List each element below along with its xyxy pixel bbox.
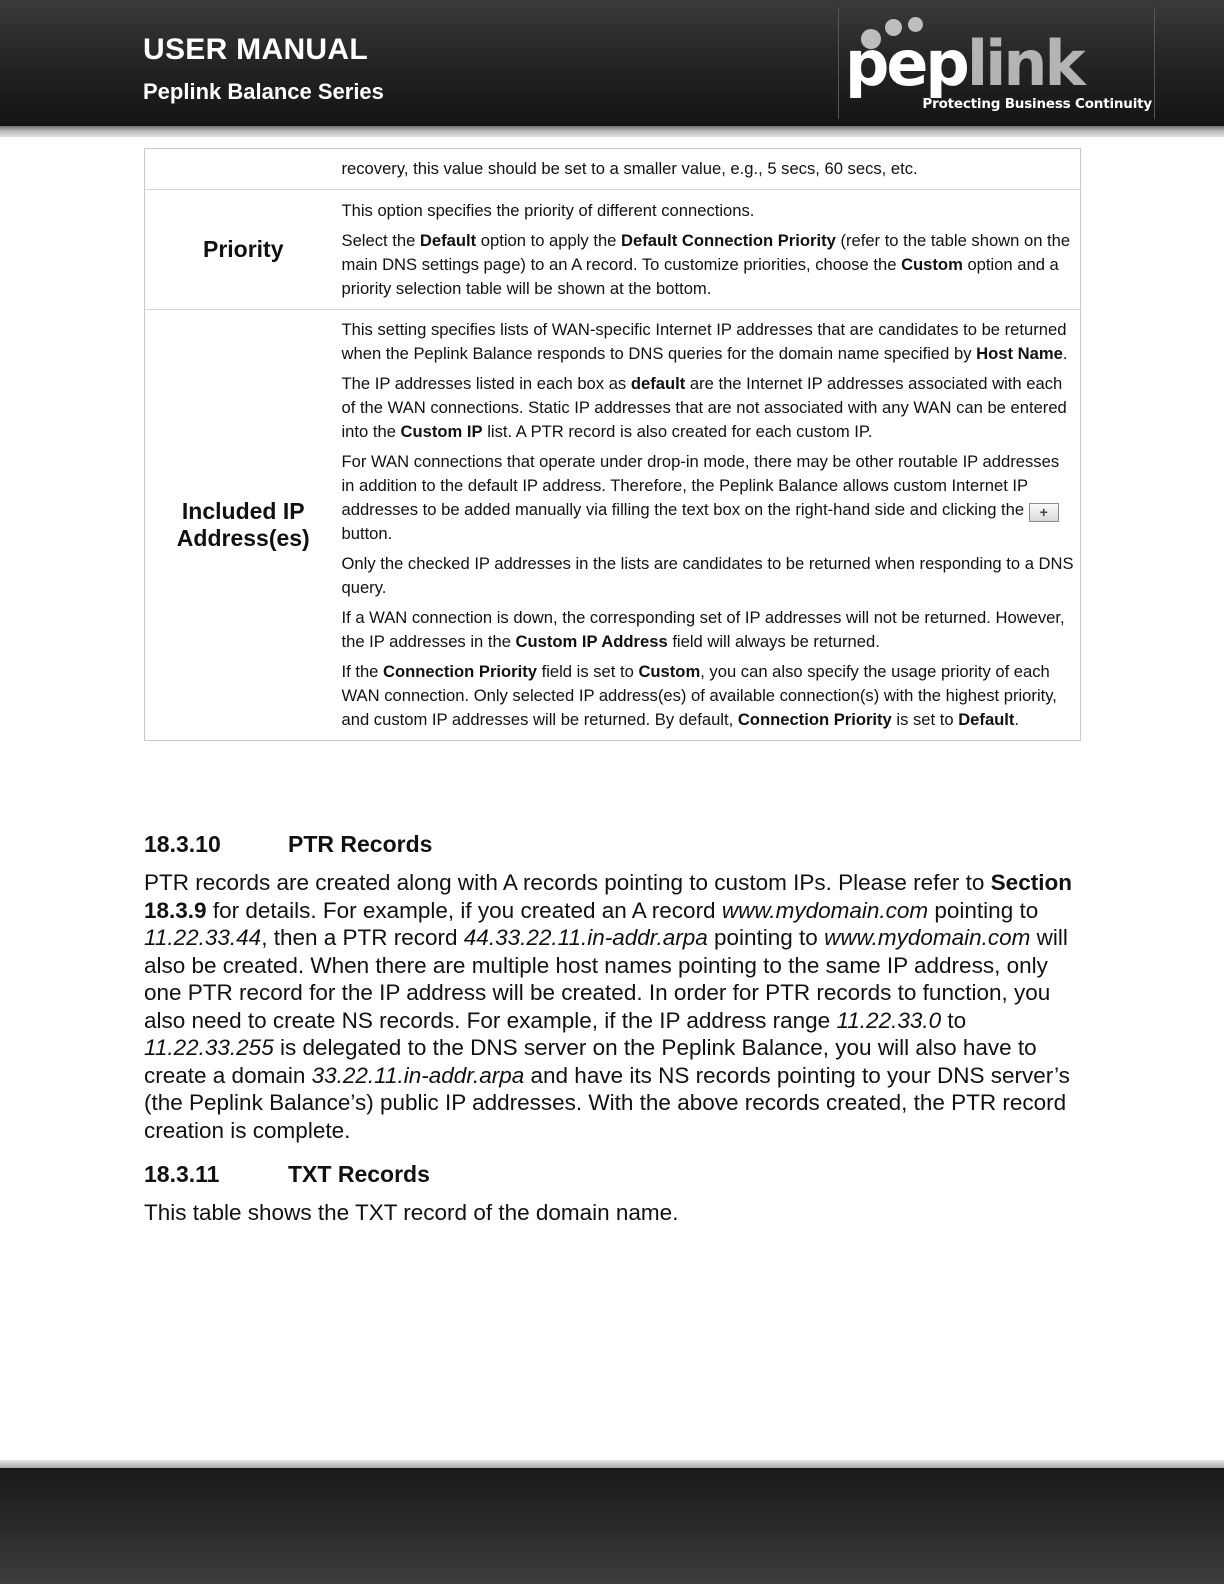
included-ip-text-2: The IP addresses listed in each box as default are the Internet IP addresses associated with each of the WAN connections. Static IP addresses that are not associated with any WAN can be entered into the Custom IP list. A PTR record is also created for each custom IP. [341,374,1067,441]
section-title: TXT Records [288,1161,430,1187]
header-divider [0,126,1224,137]
row-description [342,190,1081,310]
included-ip-text-4: Only the checked IP addresses in the lists are candidates to be returned when responding to a DNS query. [341,554,1074,597]
logo-wordmark [845,27,1083,100]
logo-word-link: link [966,27,1083,100]
section-heading-ptr [144,831,432,858]
table-row [145,149,1081,190]
priority-text-1: This option specifies the priority of different connections. [341,200,755,220]
section-number: 18.3.11 [144,1161,220,1187]
included-ip-text-6: If the Connection Priority field is set to Custom, you can also specify the usage priority of each WAN connection. Only selected IP address(es) of available connection(s) with the highest priority, and custom IP addresses will be returned. By default, Connection Priority is set to Default. [341,662,1057,729]
ptr-body-text: PTR records are created along with A records pointing to custom IPs. Please refer to Section 18.3.9 for details. For example, if you created an A record www.mydomain.com pointing to 11.22.33.44, then a PTR record 44.33.22.11.in-addr.arpa pointing to www.mydomain.com will also be created. When there are multiple host names pointing to the same IP address, only one PTR record for the IP address will be created. In order for PTR records to function, you also need to create NS records. For example, if the IP address range 11.22.33.0 to 11.22.33.255 is delegated to the DNS server on the Peplink Balance, you will also have to create a domain 33.22.11.in-addr.arpa and have its NS records pointing to your DNS server’s (the Peplink Balance’s) public IP addresses. With the above records created, the PTR record creation is complete. [144,870,1072,1143]
page-header [0,0,1224,126]
manual-subtitle: Peplink Balance Series [143,79,384,104]
table-row [145,310,1081,741]
peplink-logo [838,7,1155,119]
row-description [342,310,1081,741]
section-number: 18.3.10 [144,831,221,857]
footer-divider [0,1460,1224,1468]
page-footer [0,1468,1224,1584]
settings-table [144,148,1081,741]
logo-word-pep: pep [845,27,967,100]
row-label [145,149,342,190]
txt-body-text: This table shows the TXT record of the domain name. [144,1200,679,1225]
row-text: recovery, this value should be set to a smaller value, e.g., 5 secs, 60 secs, etc. [341,159,918,178]
table-row [145,190,1081,310]
row-description [342,149,1081,190]
included-ip-text-5: If a WAN connection is down, the corresponding set of IP addresses will not be returned. However, the IP addresses in the Custom IP Address field will always be returned. [341,608,1065,651]
section-title: PTR Records [288,831,433,857]
plus-button-icon: + [1029,503,1059,522]
included-ip-text-3: For WAN connections that operate under drop-in mode, there may be other routable IP addresses in addition to the default IP address. Therefore, the Peplink Balance allows custom Internet IP addresses to be added manually via filling the text box on the right-hand side and clicking the + button. [341,452,1060,543]
included-ip-text-1: This setting specifies lists of WAN-specific Internet IP addresses that are candidates to be returned when the Peplink Balance responds to DNS queries for the domain name specified by Host Name. [341,320,1068,363]
priority-text-2: Select the Default option to apply the Default Connection Priority (refer to the table shown on the main DNS settings page) to an A record. To customize priorities, choose the Custom option and a priority selection table will be shown at the bottom. [341,230,1071,298]
row-label-included-ip: Included IP Address(es) [145,310,342,741]
manual-title: USER MANUAL [143,33,368,66]
row-label-priority: Priority [145,190,342,310]
logo-tagline: Protecting Business Continuity [922,96,1152,112]
section-heading-txt [144,1161,430,1188]
